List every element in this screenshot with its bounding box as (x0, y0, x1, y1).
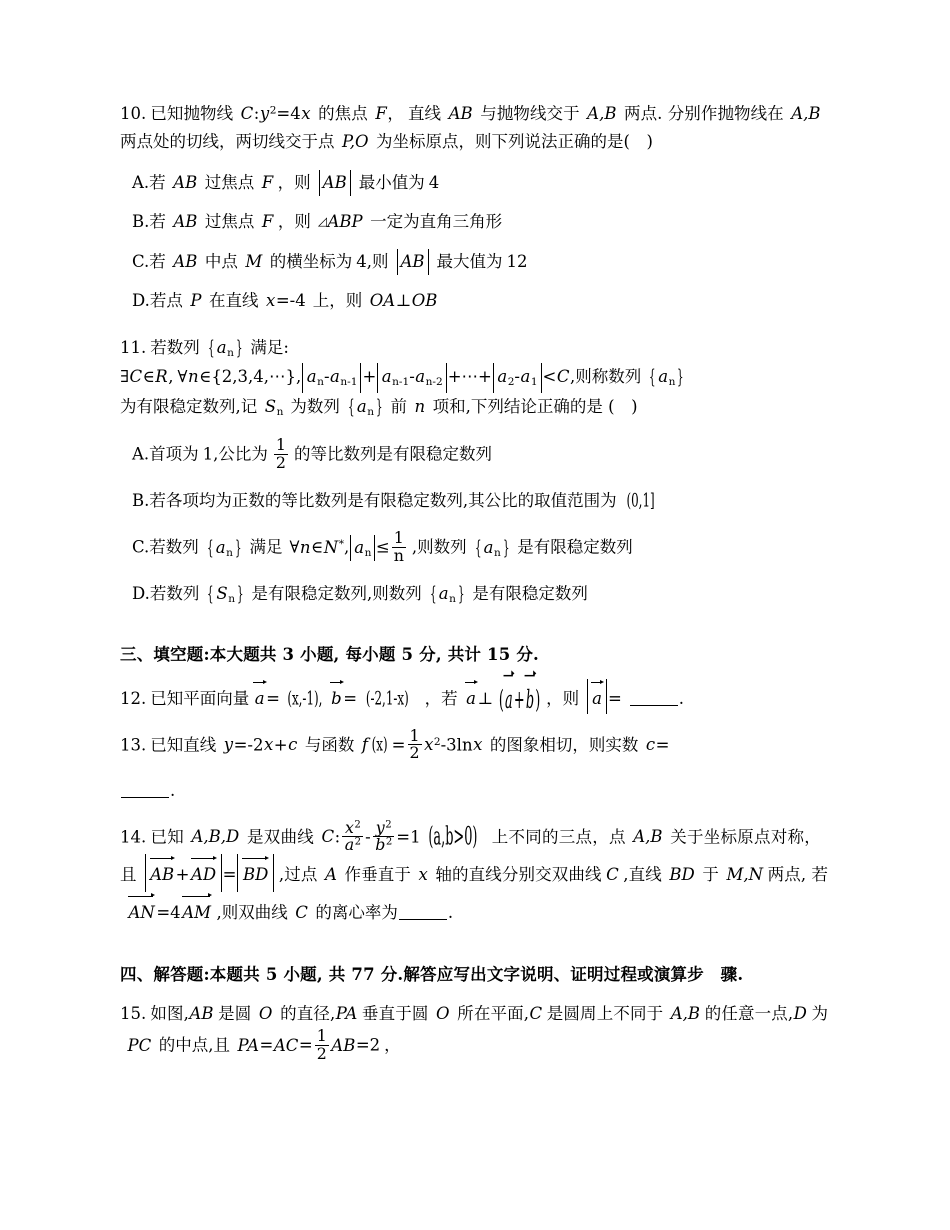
q10-opt-c-m: M (245, 251, 263, 271)
q15-number: 15. (120, 1003, 147, 1023)
q10-opt-d-x: x (266, 290, 276, 310)
q14-eq3: =4 (156, 902, 181, 922)
q11-opt-a-t3: 的等比数列是有限稳定数列 (294, 444, 492, 464)
q11-opt-c-n: n (299, 537, 311, 557)
q11-opt-d-t3: 是有限稳定数列 (472, 583, 588, 603)
q12-eq3: = (607, 689, 622, 709)
q13-lnx: x (473, 735, 483, 755)
q11-option-d[interactable] (132, 581, 828, 607)
q10-var-x: x (301, 104, 311, 123)
q12-group: ( a+ b) (499, 671, 540, 723)
q14-fy-den: b (375, 835, 386, 855)
q11-opt-a-t2: 公比为 (218, 444, 268, 464)
q10-points-ab-2: A,B (791, 104, 821, 123)
q10-opt-a-abs-ab: AB (322, 172, 347, 192)
q11-opt-c-abs (350, 535, 375, 561)
q10-opt-c-letter: C. (132, 251, 150, 271)
q13-c: c (288, 735, 298, 755)
q14-t9: ,直线 (623, 865, 662, 885)
q11-opt-c-seq2-n: n (494, 546, 501, 559)
q14-vec-an: AN (128, 902, 155, 922)
q11-opt-a-letter: A. (132, 444, 150, 464)
q10-opt-a-t3: ，则 (277, 172, 311, 192)
q14-fx-den-sup: 2 (354, 837, 362, 849)
q11-opt-c-letter: C. (132, 537, 150, 557)
q12-b-coords: (-2,1-x) (365, 687, 409, 710)
q11-opt-c-abs-a: a (354, 537, 365, 557)
q14-t6: ,过点 (278, 865, 318, 885)
q11-opt-a-first-term: 1, (202, 444, 219, 464)
q13-const-c: c (645, 735, 656, 755)
q13-number: 13. (120, 735, 147, 755)
q15-segment-ac: AC (273, 1035, 299, 1055)
q14-t11: 两点, 若 (767, 865, 829, 885)
q11-opt-c-fraction (392, 530, 406, 565)
q10-opt-d-t2: 在直线 (209, 290, 259, 310)
q10-opt-a-value: 4 (428, 172, 440, 192)
question-14 (120, 817, 829, 927)
q13-t3: 的图象相切，则实数 (489, 735, 639, 755)
q11-opt-b-letter: B. (132, 491, 150, 510)
q11-sequence-an-1: { $a_n$ } (207, 336, 243, 360)
q14-vec-ab: AB (150, 865, 175, 885)
q12-answer-blank[interactable] (630, 705, 678, 706)
q12-b-letter: b (331, 689, 342, 709)
q11-opt-c-seq-a: a (215, 537, 226, 557)
q11-seq-n: n (227, 347, 234, 360)
q10-opt-b-abp: ABP (327, 212, 363, 232)
q10-opt-c-value: 4, (356, 251, 372, 271)
q15-eq2: = (298, 1035, 313, 1055)
q14-t12: ,则双曲线 (216, 902, 288, 922)
q15-segment-pc: PC (127, 1035, 152, 1055)
q10-opt-a-t2: 过焦点 (204, 172, 255, 192)
q11-abs-term-1: $a_n-a_{n-1}$ (302, 363, 361, 393)
q15-circle-o: O (258, 1003, 273, 1023)
q14-line-bd: BD (669, 865, 695, 885)
q11-opt-c-abs-n: n (364, 546, 372, 559)
q10-text-3: 直线 (407, 104, 442, 123)
q10-opt-a-ab: AB (173, 172, 198, 192)
q11-sum-n: n (276, 406, 284, 419)
q15-eq3: =2 (355, 1035, 381, 1055)
q13-eq-neg2: =-2 (233, 735, 264, 755)
q15-segment-ab: AB (189, 1003, 214, 1023)
q15-segment-pa2: PA (237, 1035, 259, 1055)
q11-text-7: 项和,下列结论正确的是 ( ) (432, 397, 638, 417)
q10-point-f: F (375, 104, 387, 123)
q14-axis-x: x (418, 865, 428, 885)
q12-t3: ，则 (546, 689, 580, 709)
q11-opt-c-seq2-a: a (483, 537, 494, 557)
q10-opt-c-max: 12 (506, 251, 528, 271)
q11-opt-d-t1: 若数列 (149, 583, 200, 603)
q11-opt-c-num: 1 (393, 528, 404, 548)
q14-fy-den-sup: 2 (385, 837, 393, 849)
q12-vector-a (254, 679, 265, 713)
q11-opt-b-t1: 若各项均为正数的等比数列是有限稳定数列,其公比的取值范围为 (149, 491, 617, 510)
q11-opt-c-t3: ,则数列 (411, 537, 467, 557)
q14-t3: 上不同的三点，点 (491, 827, 626, 847)
element-of-icon-1: ∈ (142, 366, 155, 386)
q10-points-ab: A,B (587, 104, 617, 123)
q14-vec-am: AM (182, 902, 211, 922)
q11-stem-line3 (120, 393, 828, 421)
q14-vec-ad: AD (191, 865, 217, 885)
q10-opt-b-t4: 一定为直角三角形 (370, 212, 503, 232)
q14-t5: 且 (120, 865, 137, 885)
q14-x-squared-over-a-squared (342, 817, 363, 855)
q14-curve-c2: C (606, 865, 619, 885)
q10-opt-c-abs-ab: AB (400, 251, 425, 271)
q10-opt-b-ab: AB (173, 212, 198, 232)
q13-minus-3ln: -3ln (440, 735, 473, 755)
q11-var-n: n (187, 366, 199, 386)
q11-opt-a-t1: 首项为 (149, 444, 199, 464)
element-of-icon-2: ∈ (199, 366, 212, 386)
q14-number: 14. (120, 827, 147, 847)
q11-text-6: 前 (390, 397, 407, 417)
q15-t9: 的中点,且 (158, 1035, 230, 1055)
q10-text-6: 两点处的切线，两切线交于点 (120, 132, 335, 152)
q15-segment-pa: PA (335, 1003, 358, 1023)
q10-opt-c-t3: 的横坐标为 (269, 251, 353, 271)
q13-feq: = (391, 735, 406, 755)
q14-plus: + (175, 865, 190, 885)
q11-index-set: {2,3,4,⋯} (211, 366, 297, 386)
q15-t4: 垂直于圆 (361, 1003, 429, 1023)
q10-text-7: 为坐标原点，则下列说法正确的是( ) (376, 132, 653, 152)
q10-opt-d-letter: D. (132, 290, 150, 310)
q11-opt-c-t1: 若数列 (149, 537, 199, 557)
q13-t2: 与函数 (304, 735, 355, 755)
question-12 (120, 679, 828, 713)
q11-opt-a-num: 1 (275, 435, 286, 455)
q11-text-1: 若数列 (150, 338, 200, 358)
q15-t7: 的任意一点, (704, 1003, 794, 1023)
q12-abs-a (587, 679, 607, 713)
q14-vector-am (182, 892, 212, 927)
q11-abs-term-3: $a_2-a_1$ (493, 363, 542, 393)
q11-sum-s: S (264, 397, 277, 417)
q15-t3: 的直径, (279, 1003, 336, 1023)
question-15 (120, 999, 828, 1063)
q10-text-5: 两点. 分别作抛物线在 (623, 104, 784, 123)
q10-opt-b-t1: 若 (149, 212, 166, 232)
q15-circle-o2: O (436, 1003, 450, 1023)
q14-colon: : (334, 827, 341, 847)
exists-icon: ∃ (120, 366, 129, 386)
question-13 (120, 725, 828, 806)
q10-opt-d-ob: OB (411, 290, 438, 310)
q13-half-fraction (408, 725, 422, 763)
q12-vector-b (331, 679, 343, 713)
q11-opt-d-sequence-sn: { $S_n$ } (207, 582, 244, 605)
q15-point-c: C (529, 1003, 543, 1023)
q10-opt-a-t4: 最小值为 (358, 172, 425, 192)
q10-option-b[interactable] (132, 209, 828, 235)
q10-opt-c-t1: 若 (149, 251, 166, 271)
q11-set-r: R (155, 366, 168, 386)
q14-t13: 的离心率为 (315, 902, 398, 922)
q10-option-a[interactable] (132, 170, 828, 196)
forall-icon-2: ∀ (289, 537, 300, 557)
q10-curve-c: C (240, 104, 254, 123)
q11-term-n: n (414, 397, 426, 417)
q15-t8: 为 (811, 1003, 829, 1023)
perpendicular-icon: ⊥ (395, 290, 412, 310)
element-of-icon-3: ∈ (311, 537, 324, 557)
q15-segment-ab3: AB (331, 1035, 356, 1055)
q14-curve-c: C (321, 827, 335, 847)
q14-condition: (a,b>0) (428, 822, 478, 851)
q14-eq1: =1 (396, 827, 421, 847)
q14-y-squared-over-b-squared (373, 817, 395, 855)
q11-text-5: 为数列 (290, 397, 340, 417)
q15-comma: ， (384, 1035, 401, 1055)
q10-opt-b-t3: ，则 (277, 212, 311, 232)
q11-comma-1: , (168, 366, 174, 386)
q12-abs-a-letter: a (592, 689, 602, 709)
q14-period: . (447, 902, 454, 922)
q11-option-a[interactable] (132, 437, 828, 472)
q15-eq1: = (259, 1035, 274, 1055)
q13-x: x (263, 735, 274, 755)
q11-opt-c-star: * (338, 538, 344, 551)
q13-fx-arg: (x) (372, 733, 389, 756)
q15-point-d: D (793, 1003, 807, 1023)
q13-eq: = (655, 735, 670, 755)
q11-sequence-an-2: { $a_n$ } (649, 364, 684, 388)
q14-points-abd: A,B,D (191, 827, 240, 847)
q15-den: 2 (316, 1044, 327, 1064)
q14-fx-num: x (344, 817, 354, 837)
q11-opt-d-t2: 是有限稳定数列,则数列 (251, 583, 422, 603)
triangle-icon: ◿ (317, 214, 328, 229)
q15-half-fraction (315, 1028, 329, 1063)
q12-a2-letter: a (466, 689, 476, 709)
q12-vector-a2 (466, 679, 477, 713)
q14-fx-den: a (344, 835, 355, 855)
q11-option-b[interactable] (132, 488, 828, 514)
q10-text-1: 已知抛物线 (150, 104, 234, 123)
q14-t2: 是双曲线 (246, 827, 315, 847)
q11-text-2: 满足: (250, 338, 289, 358)
section-4-heading: 四、解答题:本题共 5 小题, 共 77 分.解答应写出文字说明、证明过程或演算步 骤. (120, 964, 744, 984)
q15-num: 1 (316, 1026, 327, 1046)
q14-minus: - (365, 827, 371, 847)
q12-period: . (678, 689, 685, 709)
q13-period: . (170, 781, 176, 801)
q11-seq-a: a (216, 338, 227, 358)
q15-t2: 是圆 (217, 1003, 252, 1023)
q10-opt-a-t1: 若 (149, 172, 166, 192)
q11-opt-c-t4: 是有限稳定数列 (517, 537, 633, 557)
q14-abs-sum (145, 854, 222, 891)
q15-t1: 如图, (150, 1003, 189, 1023)
q12-eq1: = (266, 689, 280, 709)
q14-t4: 关于坐标原点对称， (670, 827, 822, 847)
q10-points-po: P,O (342, 132, 369, 152)
q10-option-d[interactable] (132, 288, 828, 314)
q11-text-3: ,则称数列 (570, 366, 642, 386)
q10-option-c[interactable] (132, 249, 828, 275)
q10-opt-d-t3: 上，则 (312, 290, 363, 310)
q11-stem-line1 (120, 334, 828, 362)
q10-number: 10. (120, 104, 147, 123)
q13-answer-line (120, 776, 828, 805)
q14-vec-bd: BD (242, 865, 269, 885)
q10-colon: : (253, 104, 260, 123)
q13-den: 2 (409, 743, 420, 763)
q12-eq2: = (343, 689, 358, 709)
q10-opt-d-p: P (190, 290, 202, 310)
q10-opt-d-t1: 若点 (149, 290, 183, 310)
section-3-heading: 三、填空题:本大题共 3 小题, 每小题 5 分, 共计 15 分. (120, 645, 540, 665)
q10-comma: ， (387, 104, 404, 123)
question-11-stem (120, 334, 828, 421)
q11-opt-d-letter: D. (132, 583, 150, 603)
q11-opt-c-t2: 满足 (249, 537, 283, 557)
q10-opt-a-f: F (261, 172, 274, 192)
q11-opt-c-nstar: N (323, 537, 339, 557)
q10-opt-b-f: F (261, 212, 274, 232)
less-equal-icon: ≤ (375, 537, 390, 557)
q13-plus: + (273, 735, 288, 755)
q14-abs-bd (237, 854, 273, 891)
q11-option-c[interactable] (132, 530, 828, 565)
q15-points-ab: A,B (670, 1003, 701, 1023)
q12-a-coords: (x,-1), (287, 687, 323, 710)
q14-fy-num-sup: 2 (385, 819, 392, 831)
q11-stem-line2: ∃C∈R, ∀n∈{2,3,4,⋯}, $a_n-a_{n-1} + a_{n-1}-a_{n-2}$ +⋯+ $a_2-a_1 <C$,则称数列 { $a_n$ } (120, 363, 828, 393)
q10-opt-a-letter: A. (132, 172, 150, 192)
q13-answer-blank[interactable] (121, 797, 169, 798)
q14-vector-an (128, 892, 155, 927)
q10-opt-c-t4: 则 (372, 251, 389, 271)
q14-t10: 于 (702, 865, 719, 885)
q10-opt-d-oa: OA (369, 290, 396, 310)
q10-y-exponent: 2 (269, 104, 277, 117)
q10-text-2: 的焦点 (318, 104, 368, 123)
q11-opt-d-sequence-an: { $a_n$ } (429, 582, 465, 605)
q12-a-letter: a (254, 689, 265, 709)
q14-fx-num-sup: 2 (354, 819, 361, 831)
question-10-stem (120, 100, 828, 157)
q14-curve-c3: C (295, 902, 308, 922)
q11-opt-a-den: 2 (275, 453, 286, 473)
q13-f: f (361, 735, 368, 755)
q10-var-y: y (259, 104, 270, 123)
q10-opt-c-ab: AB (173, 251, 198, 271)
q11-opt-c-den: n (393, 546, 404, 566)
q14-point-a: A (324, 865, 337, 885)
q14-points-mn: M,N (726, 865, 764, 885)
q11-opt-c-sequence-1: { $a_n$ } (206, 536, 242, 559)
q13-x2: x (424, 735, 434, 755)
perpendicular-icon-2: ⊥ (477, 689, 494, 709)
q14-eq2: = (222, 865, 237, 885)
q10-opt-c-t2: 中点 (204, 251, 238, 271)
q12-number: 12. (120, 689, 147, 709)
q10-line-ab: AB (448, 104, 473, 123)
q13-y: y (223, 735, 234, 755)
q14-t8: 轴的直线分别交双曲线 (435, 865, 602, 885)
q11-opt-c-comma: , (343, 537, 350, 557)
forall-icon: ∀ (177, 366, 188, 386)
q11-opt-c-sequence-2: { $a_n$ } (474, 536, 510, 559)
q11-abs-term-2: $a_{n-1}-a_{n-2}$ (377, 363, 446, 393)
q11-opt-a-ratio-fraction (274, 437, 288, 472)
q12-t1: 已知平面向量 (150, 689, 250, 709)
q11-opt-c-seq-n: n (226, 546, 233, 559)
q10-opt-d-eq: =-4 (275, 290, 306, 310)
q10-opt-b-t2: 过焦点 (204, 212, 255, 232)
q14-answer-blank[interactable] (399, 919, 447, 920)
q11-text-4: 为有限稳定数列,记 (120, 397, 258, 417)
q14-t7: 作垂直于 (344, 865, 411, 885)
q13-x-exponent: 2 (433, 735, 441, 748)
q15-t6: 是圆周上不同于 (546, 1003, 664, 1023)
q11-number: 11. (120, 338, 147, 358)
q14-points-ab: A,B (633, 827, 663, 847)
q11-opt-b-interval: (0,1] (626, 489, 655, 512)
q12-t2: ，若 (424, 689, 458, 709)
q15-t5: 所在平面, (457, 1003, 529, 1023)
q10-equals: =4 (276, 104, 301, 123)
q11-opt-d-seq2-a: a (438, 583, 449, 603)
q14-fy-num: y (375, 817, 385, 837)
q11-const-c: C (129, 366, 143, 386)
q11-opt-d-seq2-n: n (449, 592, 456, 605)
q13-num: 1 (409, 725, 420, 745)
q11-opt-d-seq-s: S (216, 583, 228, 603)
q14-t1: 已知 (150, 827, 185, 847)
q10-text-4: 与抛物线交于 (480, 104, 580, 123)
q10-opt-b-letter: B. (132, 212, 150, 232)
q11-opt-d-seq-n: n (228, 592, 235, 605)
q10-opt-c-t5: 最大值为 (436, 251, 503, 271)
q11-sequence-an-3: { $a_n$ } (347, 395, 383, 419)
q13-t1: 已知直线 (150, 735, 217, 755)
